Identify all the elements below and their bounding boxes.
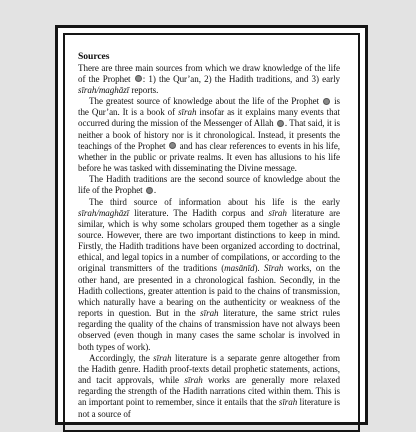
honorific-seal-icon (146, 187, 153, 194)
text: The Hadith traditions are the second source of knowledge about the life of the Prophet (78, 174, 340, 196)
italic-term: Sīrah (263, 263, 284, 274)
italic-term: sīrah/maghāzī (78, 207, 130, 218)
text: literature is not a source of (78, 397, 340, 419)
italic-term: masānīd (224, 263, 255, 274)
text: works are generally more relaxed regarding the strength of the Hadith narrations cited within them. This is an important point to remember, since it entails that the (78, 375, 340, 408)
honorific-seal-icon (277, 120, 284, 127)
italic-term: sīrah (153, 352, 172, 363)
text: : 1) the Qur’an, 2) the Hadith traditions, and 3) early (142, 73, 341, 84)
text: . That said, it is neither a book of history nor is it chronological. Instead, it presents the teachings of the Prophet (78, 118, 340, 151)
honorific-seal-icon (169, 142, 176, 149)
page-outer-border (55, 25, 368, 425)
italic-term: sīrah (200, 308, 219, 319)
document-page (78, 51, 340, 420)
paragraph-5 (78, 353, 340, 420)
paragraph-2 (78, 96, 340, 174)
text: works, on the other hand, are presented in a chronological fashion. Secondly, in the Hadith collections, greater attention is paid to the chains of transmission, which naturally have a bearing on the authenticity or weakness of the reports in question. But in the (78, 263, 341, 319)
text: The greatest source of knowledge about the life of the Prophet (89, 96, 320, 107)
text: literature are similar, which is why some scholars grouped them together as a single source. However, there are two important distinctions to keep in mind. Firstly, the Hadith traditions have been organized according to doctrinal, ethical, and legal topics in a number of compilations, or according to the original transmitters of the traditions ( (78, 207, 341, 274)
italic-term: sīrah (268, 207, 287, 218)
section-heading: Sources (78, 51, 110, 62)
text: and has clear references to events in his life, whether in the public or private realms. It even has allusions to his life before he was tasked with disseminating the Divine message. (78, 140, 340, 174)
text: literature, the same strict rules regarding the quality of the chains of transmission have not always been observed (even though in many cases the same scholar is involved in both types of work). (78, 308, 340, 352)
text: literature. The Hadith corpus and (129, 207, 264, 218)
text: is the Qur’an. It is a book of (78, 96, 341, 118)
italic-term: sīrah (278, 397, 298, 408)
honorific-seal-icon (323, 98, 330, 105)
italic-term: sīrah (184, 375, 203, 386)
text: The third source of information about his life is the early (89, 196, 340, 207)
text: Accordingly, the (89, 352, 154, 363)
text: insofar as it explains many events that occurred during the mission of the Messenger of Allah (78, 107, 340, 129)
paragraph-4 (78, 197, 340, 353)
text: ). (254, 263, 264, 274)
paragraph-1 (78, 63, 340, 96)
text: There are three main sources from which we draw knowledge of the life of the Prophet (78, 62, 340, 84)
italic-term: sīrah (178, 107, 197, 118)
italic-term: sīrah/maghāzī (78, 84, 130, 95)
honorific-seal-icon (135, 75, 142, 82)
text: literature is a separate genre altogether from the Hadith genre. Hadith proof-texts detail prophetic statements, actions, and tacit approvals, while (78, 352, 340, 386)
paragraph-3 (78, 174, 340, 196)
text: . (153, 185, 157, 196)
text: reports. (129, 84, 159, 95)
